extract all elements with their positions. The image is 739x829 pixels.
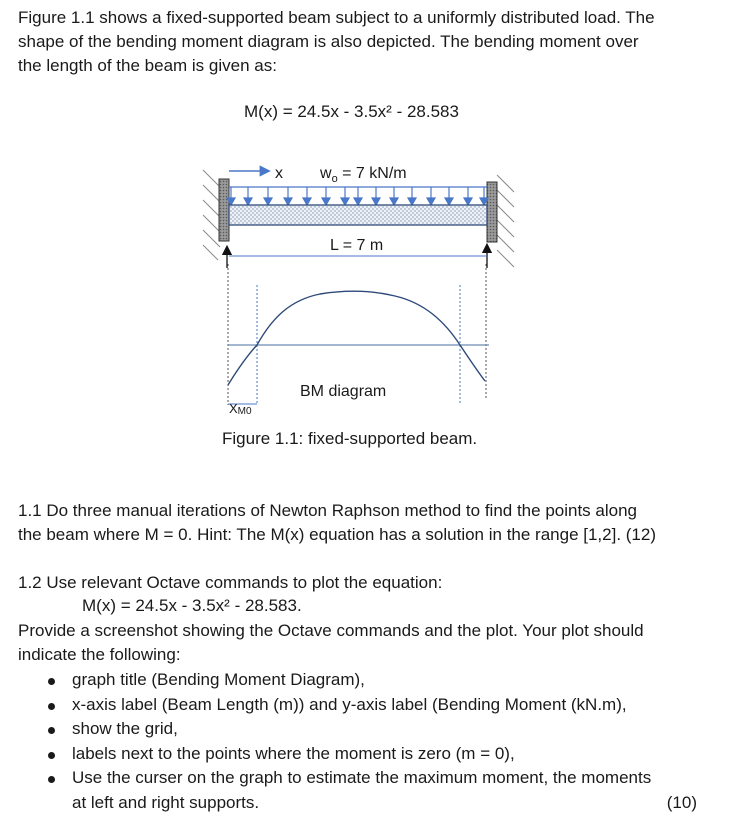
bm-curve — [228, 291, 485, 385]
right-wall-hatch — [497, 175, 514, 267]
load-arrow — [464, 187, 472, 205]
list-item: graph title (Bending Moment Diagram), — [18, 668, 708, 693]
load-arrow — [390, 187, 398, 205]
load-arrow — [341, 187, 349, 205]
bullet-dot — [48, 703, 55, 710]
list-item: x-axis label (Beam Length (m)) and y-axis label (Bending Moment (kN.m), — [18, 693, 708, 718]
q1-line-1: 1.1 Do three manual iterations of Newton Raphson method to find the points along — [18, 501, 637, 520]
xm0-label: XM0 — [229, 401, 252, 417]
load-arrow — [264, 187, 272, 205]
list-item: Use the curser on the graph to estimate the maximum moment, the moments at left and right supports. — [18, 766, 708, 815]
load-arrow — [322, 187, 330, 205]
moment-equation: M(x) = 24.5x - 3.5x² - 28.583 — [244, 102, 459, 121]
intro-line-3: the length of the beam is given as: — [18, 56, 277, 75]
q1-line-2: the beam where M = 0. Hint: The M(x) equation has a solution in the range [1,2]. (12) — [18, 525, 657, 544]
bullet-dot — [48, 776, 55, 783]
bullet-dot — [48, 752, 55, 759]
list-item: show the grid, — [18, 717, 708, 742]
load-arrow — [427, 187, 435, 205]
left-support — [219, 179, 229, 241]
question-1-2-intro: 1.2 Use relevant Octave commands to plot the equation: — [18, 573, 443, 592]
load-arrow — [372, 187, 380, 205]
requirements-list — [18, 668, 708, 815]
bullet-dot — [48, 727, 55, 734]
q2-line-3: indicate the following: — [18, 645, 181, 664]
right-support — [487, 182, 497, 242]
left-wall-hatch — [203, 170, 220, 260]
question-1-1 — [18, 499, 708, 547]
load-arrow — [354, 187, 362, 205]
q2-equation: M(x) = 24.5x - 3.5x² - 28.583. — [82, 596, 302, 615]
bm-diagram-label: BM diagram — [300, 383, 387, 400]
length-label: L = 7 m — [330, 237, 384, 254]
load-arrows — [227, 187, 488, 205]
load-arrow — [244, 187, 252, 205]
load-arrow — [284, 187, 292, 205]
load-arrow — [445, 187, 453, 205]
q2-marks: (10) — [666, 793, 697, 812]
intro-line-1: Figure 1.1 shows a fixed-supported beam subject to a uniformly distributed load. The — [18, 8, 655, 27]
question-1-2-body — [18, 619, 708, 667]
load-arrow — [408, 187, 416, 205]
intro-line-2: shape of the bending moment diagram is also depicted. The bending moment over — [18, 32, 639, 51]
bullet-dot — [48, 678, 55, 685]
x-label: x — [275, 165, 283, 182]
list-item: labels next to the points where the moment is zero (m = 0), — [18, 742, 708, 767]
load-arrow — [303, 187, 311, 205]
q2-line-2: Provide a screenshot showing the Octave commands and the plot. Your plot should — [18, 621, 644, 640]
figure-caption: Figure 1.1: fixed-supported beam. — [222, 429, 478, 448]
load-label: $w_o = 7$ kN/m — [320, 165, 407, 185]
beam — [229, 205, 487, 225]
